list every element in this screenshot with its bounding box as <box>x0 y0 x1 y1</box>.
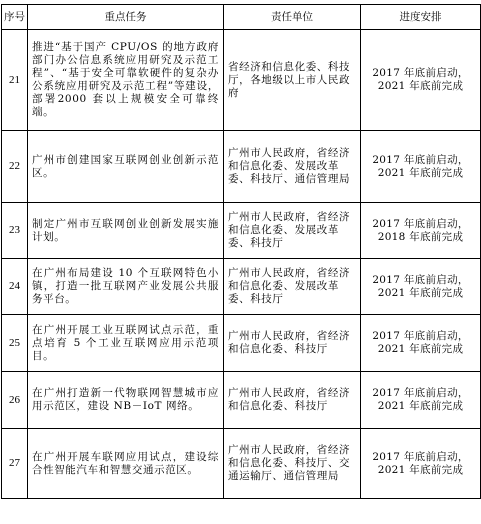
row-number: 26 <box>2 372 28 429</box>
row-task: 制定广州市互联网创业创新发展实施计划。 <box>28 203 224 259</box>
row-plan <box>361 315 481 372</box>
plan-start: 2017 年底前启动， <box>372 330 469 342</box>
row-unit: 广州市人民政府，省经济和信息化委、科技厅 <box>224 315 361 372</box>
row-unit: 广州市人民政府，省经济和信息化委、科技厅 <box>224 372 361 429</box>
plan-end: 2021 年底前完成 <box>377 80 464 92</box>
plan-start: 2017 年底前启动， <box>372 67 469 79</box>
row-plan <box>361 203 481 259</box>
row-unit: 广州市人民政府，省经济和信息化委、发展改革委、科技厅 <box>224 259 361 315</box>
row-unit: 省经济和信息化委、科技厅，各地级以上市人民政府 <box>224 30 361 131</box>
table-row <box>2 203 481 259</box>
table-row <box>2 259 481 315</box>
plan-end: 2021 年底前完成 <box>377 463 464 476</box>
row-number: 22 <box>2 131 28 203</box>
table-row <box>2 131 481 203</box>
header-number: 序号 <box>2 5 28 30</box>
row-plan <box>361 259 481 315</box>
row-task: 在广州开展车联网应用试点，建设综合性智能汽车和智慧交通示范区。 <box>28 429 224 499</box>
plan-start: 2017 年底前启动， <box>372 153 469 166</box>
row-task: 推进“基于国产 CPU/OS 的地方政府部门办公信息系统应用研究及示范工程”、“基于安全可靠软硬件的复杂办公系统应用研究及示范工程”等建设，部署2000 套以上规模安全可靠终端。 <box>28 30 224 131</box>
row-unit: 广州市人民政府，省经济和信息化委、发展改革委、科技厅 <box>224 203 361 259</box>
plan-start: 2017 年底前启动， <box>372 387 469 399</box>
task-table <box>1 4 481 499</box>
header-task: 重点任务 <box>28 5 224 30</box>
plan-end: 2018 年底前完成 <box>377 230 464 243</box>
table-row <box>2 315 481 372</box>
plan-end: 2021 年底前完成 <box>377 400 464 412</box>
table-row <box>2 429 481 499</box>
row-plan <box>361 429 481 499</box>
row-plan <box>361 131 481 203</box>
row-task: 在广州布局建设 10 个互联网特色小镇，打造一批互联网产业发展公共服务平台。 <box>28 259 224 315</box>
table-header-row <box>2 5 481 30</box>
plan-start: 2017 年底前启动， <box>372 450 469 463</box>
row-number: 21 <box>2 30 28 131</box>
row-plan <box>361 372 481 429</box>
row-number: 23 <box>2 203 28 259</box>
header-unit: 责任单位 <box>224 5 361 30</box>
table-row <box>2 30 481 131</box>
row-task: 在广州开展工业互联网试点示范，重点培育 5 个工业互联网应用示范项目。 <box>28 315 224 372</box>
row-plan <box>361 30 481 131</box>
row-number: 27 <box>2 429 28 499</box>
plan-end: 2021 年底前完成 <box>377 286 464 299</box>
row-unit: 广州市人民政府，省经济和信息化委、科技厅、交通运输厅、通信管理局 <box>224 429 361 499</box>
plan-end: 2021 年底前完成 <box>377 166 464 179</box>
row-task: 在广州打造新一代物联网智慧城市应用示范区，建设 NB－IoT 网络。 <box>28 372 224 429</box>
header-plan: 进度安排 <box>361 5 481 30</box>
row-number: 24 <box>2 259 28 315</box>
row-task: 广州市创建国家互联网创业创新示范区。 <box>28 131 224 203</box>
plan-start: 2017 年底前启动， <box>372 273 469 286</box>
plan-start: 2017 年底前启动， <box>372 217 469 230</box>
row-number: 25 <box>2 315 28 372</box>
plan-end: 2021 年底前完成 <box>377 343 464 355</box>
row-unit: 广州市人民政府，省经济和信息化委、发展改革委、科技厅、通信管理局 <box>224 131 361 203</box>
table-row <box>2 372 481 429</box>
